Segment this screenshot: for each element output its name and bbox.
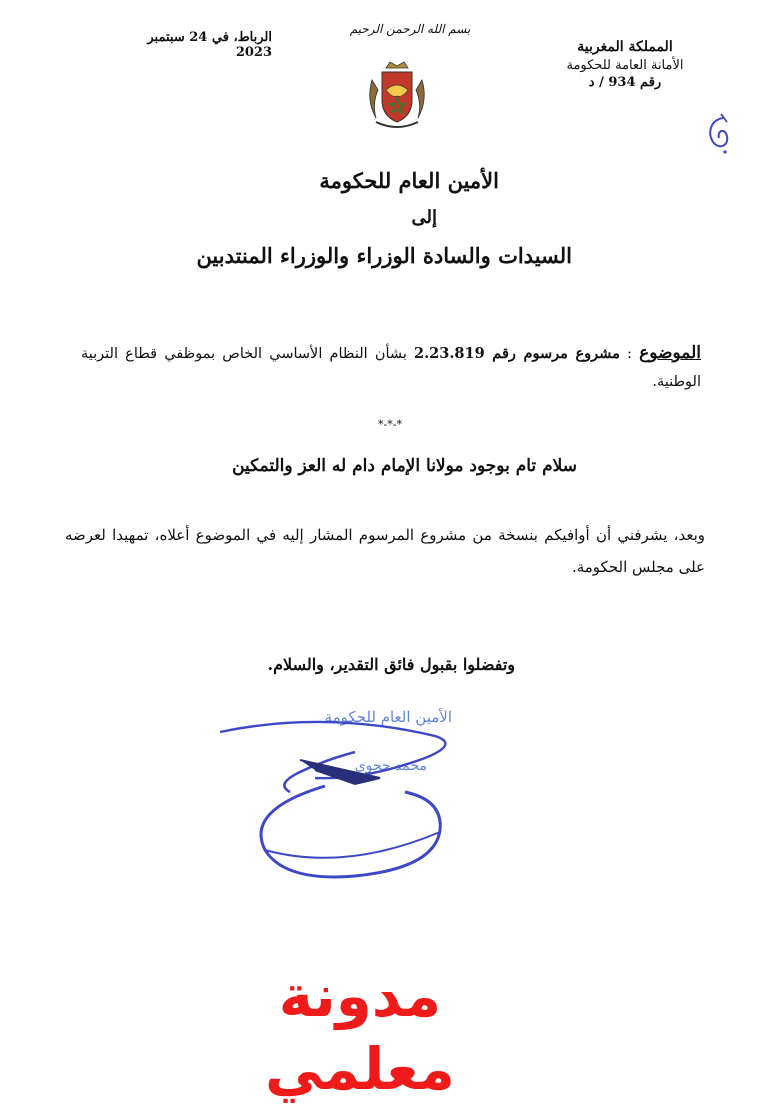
reference-number: رقم 934 / د xyxy=(545,74,705,92)
place-date: الرباط، في 24 سبتمبر 2023 xyxy=(112,30,272,60)
signature-name: محمد حجوي xyxy=(355,758,427,774)
subject-colon: : xyxy=(620,346,639,362)
section-separator: *-*-* xyxy=(375,418,405,431)
subject-rest: بشأن النظام الأساسي الخاص بموظفي قطاع التربية الوطنية. xyxy=(81,346,701,390)
subject-decree: مشروع مرسوم رقم 2.23.819 xyxy=(414,345,620,362)
kingdom-name: المملكة المغربية xyxy=(545,38,705,57)
secretariat-name: الأمانة العامة للحكومة xyxy=(545,57,705,75)
sender-title: الأمين العام للحكومة xyxy=(319,168,499,193)
basmala: بسم الله الرحمن الرحيم xyxy=(320,22,500,36)
to-label: إلى xyxy=(412,207,438,228)
coat-of-arms-icon xyxy=(362,60,432,132)
watermark xyxy=(150,960,570,1105)
recipients: السيدات والسادة الوزراء والوزراء المنتدبين xyxy=(196,243,572,268)
salutation: سلام تام بوجود مولانا الإمام دام له العز والتمكين xyxy=(232,456,577,476)
handwritten-initial-icon xyxy=(701,112,735,158)
watermark-line-2: معلمي xyxy=(150,1033,570,1105)
signature-title: الأمين العام للحكومة xyxy=(325,708,452,726)
subject-label: الموضوع xyxy=(639,343,701,363)
issuer-block xyxy=(545,38,705,92)
closing-formula: وتفضلوا بقبول فائق التقدير، والسلام. xyxy=(268,655,515,674)
watermark-line-1: مدونة xyxy=(150,960,570,1033)
subject-line xyxy=(81,338,701,395)
letter-body: وبعد، يشرفني أن أوافيكم بنسخة من مشروع المرسوم المشار إليه في الموضوع أعلاه، تمهيدا لعرضه على مجلس الحكومة. xyxy=(65,520,705,583)
signature-scribble-icon xyxy=(205,700,475,890)
